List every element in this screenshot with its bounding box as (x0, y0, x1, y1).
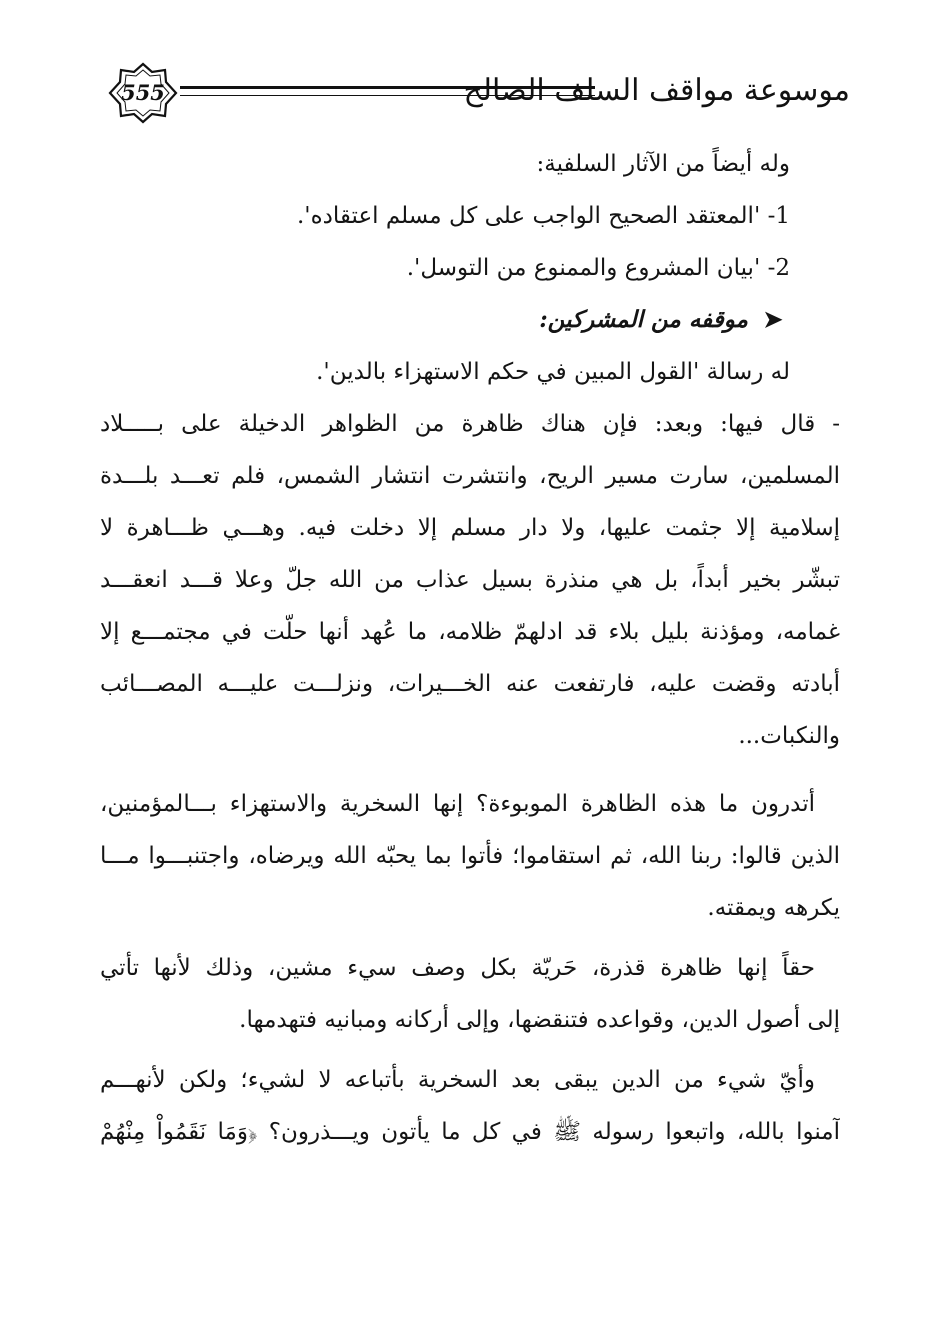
paragraph-line: آمنوا بالله، واتبعوا رسوله ﷺ في كل ما يأتون ويـــذرون؟ ﴿وَمَا نَقَمُواْ مِنْهُمْ (100, 1119, 840, 1145)
paragraph-line: والنكبات... (738, 723, 840, 749)
paragraph-line: - قال فيها: وبعد: فإن هناك ظاهرة من الظواهر الدخيلة على بـــــلاد (100, 411, 840, 437)
paragraph-line: المسلمين، سارت مسير الريح، وانتشرت انتشار الشمس، فلم تعـــد بلـــدة (100, 463, 840, 489)
paragraph-line: غمامه، ومؤذنة بليل بلاء قد ادلهمّ ظلامه، ما عُهد أنها حلّت في مجتمـــع إلا (100, 619, 840, 645)
paragraph-line: أتدرون ما هذه الظاهرة الموبوءة؟ إنها السخرية والاستهزاء بـــالمؤمنين، (100, 791, 815, 817)
intro-line: وله أيضاً من الآثار السلفية: (536, 151, 790, 177)
list-item: 2- 'بيان المشروع والممنوع من التوسل'. (406, 255, 790, 281)
list-item: 1- 'المعتقد الصحيح الواجب على كل مسلم اعتقاده'. (296, 203, 790, 229)
paragraph-line: أبادته وقضت عليه، فارتفعت عنه الخـــيرات، ونزلـــت عليـــه المصـــائب (100, 671, 840, 697)
paragraph-line: له رسالة 'القول المبين في حكم الاستهزاء بالدين'. (316, 359, 790, 385)
arrow-left-icon: ➤ (763, 306, 783, 333)
section-heading (100, 294, 840, 346)
paragraph-line: إسلامية إلا جثمت عليها، ولا دار مسلم إلا دخلت فيه. وهـــي ظـــاهرة لا (100, 515, 840, 541)
page-body (100, 138, 840, 1158)
running-title: موسوعة مواقف السلف الصالح (463, 73, 850, 108)
page-header (108, 62, 850, 124)
paragraph-line: إلى أصول الدين، وقواعده فتنقضها، وإلى أركانه ومبانيه فتهدمها. (239, 1007, 840, 1033)
paragraph-line: الذين قالوا: ربنا الله، ثم استقاموا؛ فأتوا بما يحبّه الله ويرضاه، واجتنبـــوا مـــا (100, 843, 840, 869)
paragraph-line: يكرهه ويمقته. (707, 895, 840, 921)
page-number-badge (108, 62, 178, 124)
paragraph-line: تبشّر بخير أبداً، بل هي منذرة بسيل عذاب من الله جلّ وعلا قـــد انعقـــد (100, 567, 840, 593)
paragraph-line: حقاً إنها ظاهرة قذرة، حَريّة بكل وصف سيء مشين، وذلك لأنها تأتي (100, 955, 816, 981)
section-heading-text: موقفه من المشركين: (539, 306, 748, 333)
paragraph-line: وأيّ شيء من الدين يبقى بعد السخرية بأتباعه لا لشيء؛ ولكن لأنهـــم (100, 1067, 815, 1093)
page-number: 555 (121, 80, 165, 105)
